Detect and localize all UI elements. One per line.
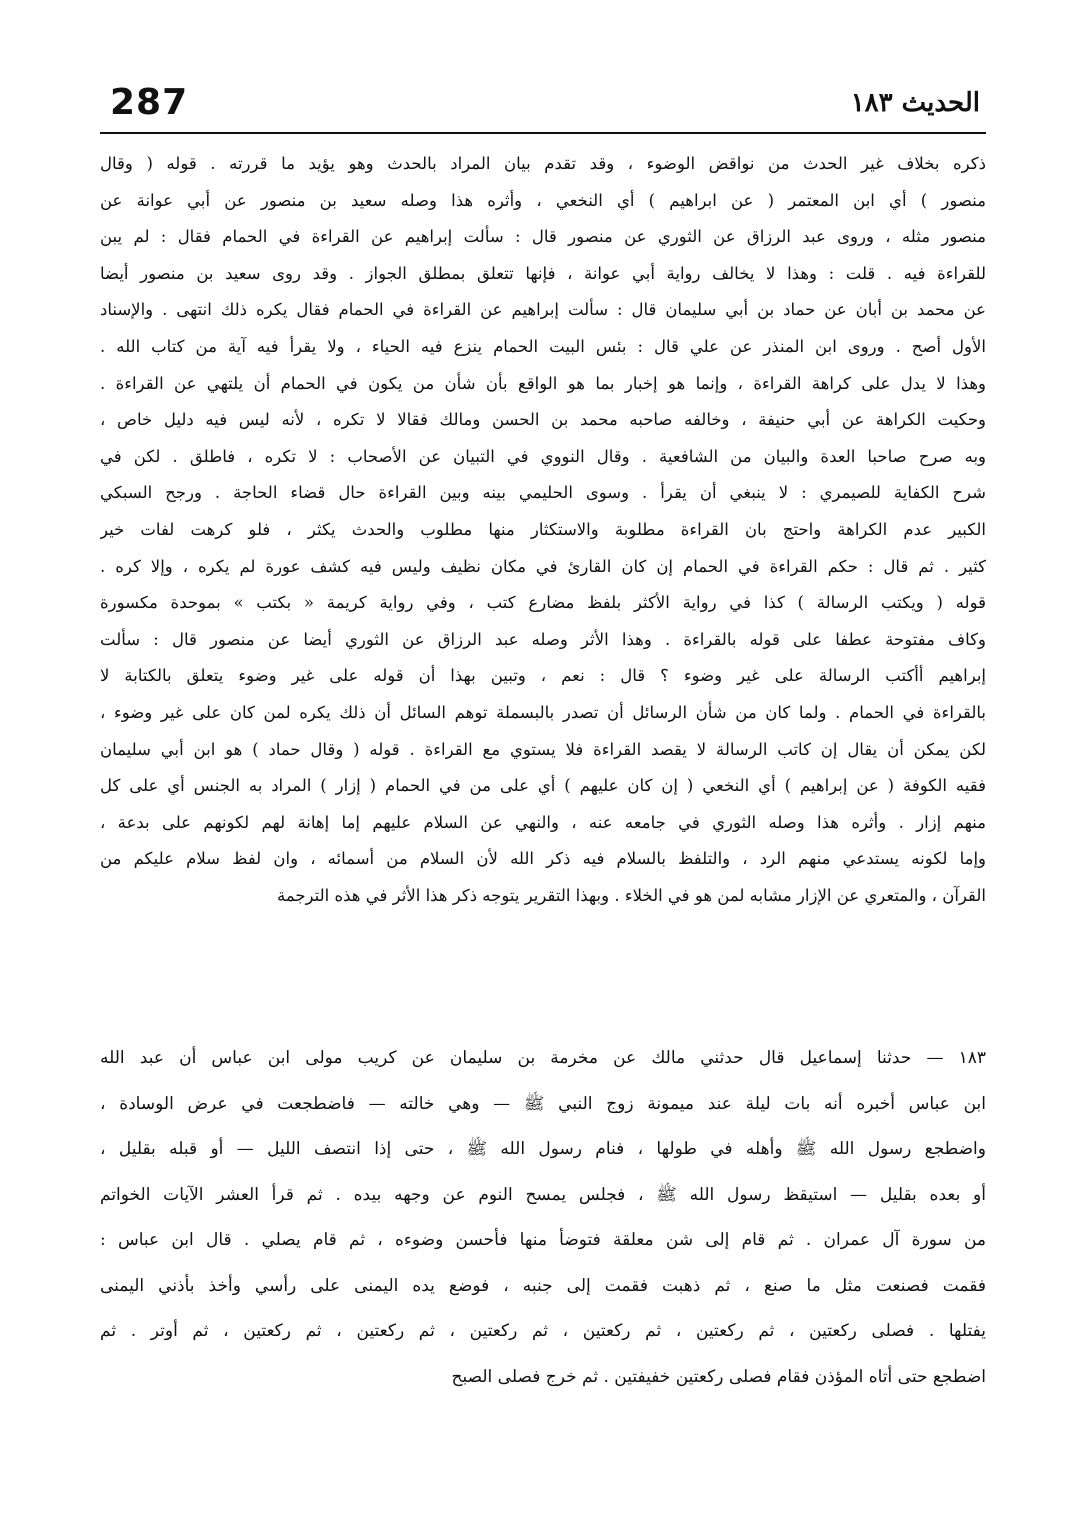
hadith-line: اضطجع حتى أتاه المؤذن فقام فصلى ركعتين خفيفتين . ثم خرج فصلى الصبح bbox=[451, 1366, 986, 1387]
commentary-line: وبه صرح صاحبا العدة والبيان من الشافعية . وقال النووي في التبيان عن الأصحاب : لا تكره ، فاطلق . لكن في bbox=[100, 446, 986, 466]
commentary-line: الكبير عدم الكراهة واحتج بان القراءة مطلوبة والاستكثار منها مطلوب والحدث يكثر ، فلو كرهت لفات خير bbox=[100, 519, 986, 539]
commentary-line: قوله ( ويكتب الرسالة ) كذا في رواية الأكثر بلفظ مضارع كتب ، وفي رواية كريمة « بكتب » بموحدة مكسورة bbox=[100, 593, 986, 613]
commentary-line: وإما لكونه يستدعي منهم الرد ، والتلفظ بالسلام فيه ذكر الله لأن السلام من أسمائه ، وان لفظ سلام عليكم من bbox=[100, 849, 986, 869]
commentary-line: وهذا لا يدل على كراهة القراءة ، وإنما هو إخبار بما هو الواقع بأن شأن من يكون في الحمام أن يلتهي عن القراءة . bbox=[100, 373, 986, 393]
hadith-block bbox=[100, 1036, 986, 1400]
commentary-line: إبراهيم أأكتب الرسالة على غير وضوء ؟ قال : نعم ، وتبين بهذا أن قوله على غير وضوء يتعلق بالكتابة لا bbox=[100, 666, 986, 686]
commentary-line: لكن يمكن أن يقال إن كاتب الرسالة لا يقصد القراءة فلا يستوي مع القراءة . قوله ( وقال حماد ) هو ابن أبي سليمان bbox=[100, 739, 986, 759]
commentary-line: عن محمد بن أبان عن حماد بن أبي سليمان قال : سألت إبراهيم عن القراءة في الحمام فقال يكره ذلك انتهى . والإسناد bbox=[100, 300, 986, 320]
commentary-line: بالقراءة في الحمام . ولما كان من شأن الرسائل أن تصدر بالبسملة توهم السائل أن ذلك يكره لمن كان على غير وضوء ، bbox=[100, 702, 986, 722]
hadith-line: ١٨٣ — حدثنا إسماعيل قال حدثني مالك عن مخرمة بن سليمان عن كريب مولى ابن عباس أن عبد الله bbox=[100, 1048, 986, 1068]
commentary-line: كثير . ثم قال : حكم القراءة في الحمام إن كان القارئ في مكان نظيف وليس فيه كشف عورة لم يكره ، وإلا كره . bbox=[100, 556, 986, 576]
header-rule bbox=[100, 132, 986, 134]
commentary-line: منصور مثله ، وروى عبد الرزاق عن الثوري عن منصور قال : سألت إبراهيم عن القراءة في الحمام فقال : لم يبن bbox=[100, 227, 986, 247]
commentary-line: ذكره بخلاف غير الحدث من نواقض الوضوء ، وقد تقدم بيان المراد بالحدث وهو يؤيد ما قررته . قوله ( وقال bbox=[100, 154, 986, 173]
commentary-line: للقراءة فيه . قلت : وهذا لا يخالف رواية أبي عوانة ، فإنها تتعلق بمطلق الجواز . وقد روى سعيد بن منصور أيضا bbox=[100, 263, 986, 283]
commentary-line: منصور ) أي ابن المعتمر ( عن ابراهيم ) أي النخعي ، وأثره هذا وصله سعيد بن منصور عن أبي عوانة عن bbox=[100, 190, 986, 210]
hadith-line: واضطجع رسول الله ﷺ وأهله في طولها ، فنام رسول الله ﷺ ، حتى إذا انتصف الليل — أو قبله بقليل ، bbox=[100, 1139, 986, 1159]
hadith-line: أو بعده بقليل — استيقظ رسول الله ﷺ ، فجلس يمسح النوم عن وجهه بيده . ثم قرأ العشر الآيات الخواتم bbox=[100, 1184, 986, 1205]
page-number: 287 bbox=[110, 82, 189, 123]
commentary-line: فقيه الكوفة ( عن إبراهيم ) أي النخعي ( إن كان عليهم ) أي على من في الحمام ( إزار ) المراد به الجنس أي على كل bbox=[100, 776, 986, 796]
commentary-line: القرآن ، والمتعري عن الإزار مشابه لمن هو في الخلاء . وبهذا التقرير يتوجه ذكر هذا الأثر في هذه الترجمة bbox=[276, 885, 986, 905]
commentary-line: الأول أصح . وروى ابن المنذر عن علي قال : بئس البيت الحمام ينزع فيه الحياء ، ولا يقرأ فيه آية من كتاب الله . bbox=[100, 336, 986, 356]
hadith-line: يفتلها . فصلى ركعتين ، ثم ركعتين ، ثم ركعتين ، ثم ركعتين ، ثم ركعتين ، ثم ركعتين ، ثم أوتر . ثم bbox=[100, 1321, 986, 1341]
commentary-line: شرح الكفاية للصيمري : لا ينبغي أن يقرأ . وسوى الحليمي بينه وبين القراءة حال قضاء الحاجة . ورجح السبكي bbox=[100, 483, 986, 503]
running-title: الحديث ١٨٣ bbox=[850, 88, 980, 118]
hadith-line: من سورة آل عمران . ثم قام إلى شن معلقة فتوضأ منها فأحسن وضوءه ، ثم قام يصلي . قال ابن عباس : bbox=[100, 1230, 986, 1250]
page-header bbox=[100, 82, 986, 130]
commentary-line: وكاف مفتوحة عطفا على قوله بالقراءة . وهذا الأثر وصله عبد الرزاق عن الثوري أيضا عن منصور قال : سألت bbox=[100, 629, 986, 649]
hadith-line: ابن عباس أخبره أنه بات ليلة عند ميمونة زوج النبي ﷺ — وهي خالته — فاضطجعت في عرض الوسادة ، bbox=[100, 1093, 986, 1114]
commentary-block bbox=[100, 146, 986, 914]
commentary-line: وحكيت الكراهة عن أبي حنيفة ، وخالفه صاحبه محمد بن الحسن ومالك فقالا لا تكره ، لأنه ليس فيه دليل خاص ، bbox=[100, 410, 986, 430]
hadith-line: فقمت فصنعت مثل ما صنع ، ثم ذهبت فقمت إلى جنبه ، فوضع يده اليمنى على رأسي وأخذ بأذني اليمنى bbox=[100, 1275, 986, 1296]
commentary-line: منهم إزار . وأثره هذا وصله الثوري في جامعه عنه ، والنهي عن السلام عليهم إما إهانة لهم لكونهم على بدعة ، bbox=[100, 812, 986, 832]
